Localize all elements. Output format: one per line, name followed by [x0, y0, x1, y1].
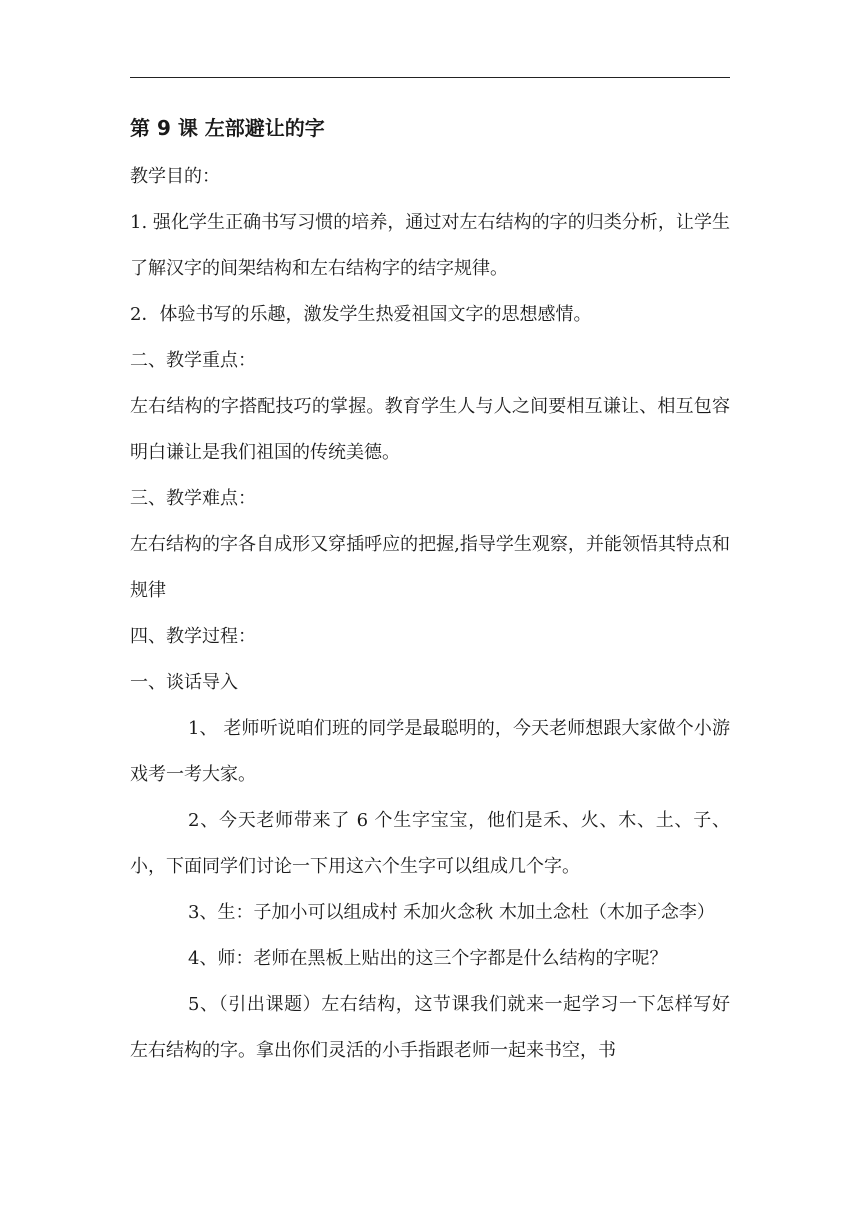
paragraph: 1. 强化学生正确书写习惯的培养，通过对左右结构的字的归类分析，让学生了解汉字的间架结构和左右结构字的结字规律。 — [130, 212, 730, 279]
section-heading: 四、教学过程： — [130, 626, 256, 647]
paragraph: 左右结构的字各自成形又穿插呼应的把握,指导学生观察，并能领悟其特点和规律 — [130, 534, 730, 601]
section-heading: 一、谈话导入 — [130, 672, 238, 693]
paragraph: 4、师：老师在黑板上贴出的这三个字都是什么结构的字呢？ — [188, 948, 668, 969]
section-heading: 二、教学重点： — [130, 350, 256, 371]
lesson-title: 第 9 课 左部避让的字 — [130, 116, 325, 140]
paragraph: 3、生：子加小可以组成村 禾加火念秋 木加土念杜（木加子念李） — [188, 902, 715, 923]
paragraph: 5、（引出课题）左右结构，这节课我们就来一起学习一下怎样写好左右结构的字。拿出你们灵活的小手指跟老师一起来书空，书 — [130, 994, 730, 1061]
document-body — [130, 108, 730, 1074]
section-heading: 三、教学难点： — [130, 488, 256, 509]
paragraph: 2．体验书写的乐趣，激发学生热爱祖国文字的思想感情。 — [130, 304, 592, 325]
paragraph: 1、 老师听说咱们班的同学是最聪明的，今天老师想跟大家做个小游戏考一考大家。 — [130, 718, 730, 785]
paragraph: 教学目的： — [130, 166, 220, 187]
header-rule — [130, 77, 730, 78]
paragraph: 左右结构的字搭配技巧的掌握。教育学生人与人之间要相互谦让、相互包容明白谦让是我们祖国的传统美德。 — [130, 396, 730, 463]
paragraph: 2、今天老师带来了 6 个生字宝宝，他们是禾、火、木、土、子、小，下面同学们讨论一下用这六个生字可以组成几个字。 — [130, 810, 730, 877]
